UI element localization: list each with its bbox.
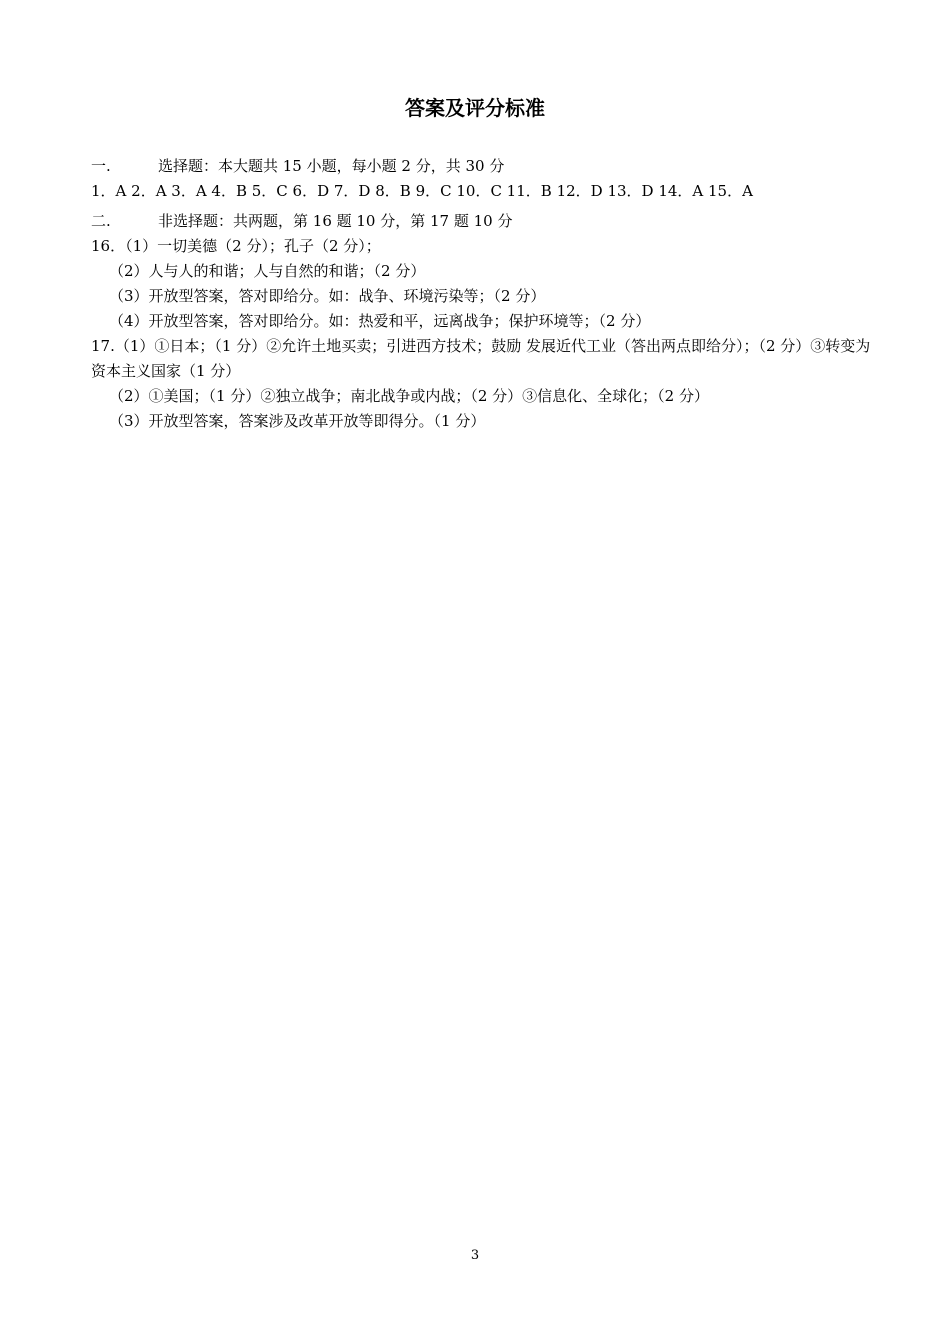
section-2-heading (91, 209, 871, 234)
q16-part2: （2）人与人的和谐；人与自然的和谐；（2 分） (109, 262, 426, 280)
q17-part1: 17.（1）①日本；（1 分）②允许土地买卖；引进西方技术；鼓励 发展近代工业（答出两点即给分）；（2 分）③转变为资本主义国家（1 分） (91, 337, 871, 380)
q16-part4: （4）开放型答案，答对即给分。如：热爱和平，远离战争；保护环境等；（2 分） (109, 312, 651, 330)
answer-content (91, 154, 871, 434)
q17-part2: （2）①美国；（1 分）②独立战争；南北战争或内战；（2 分）③信息化、全球化；（2 分） (109, 387, 709, 405)
page-title: 答案及评分标准 (405, 96, 545, 120)
q17-part3: （3）开放型答案，答案涉及改革开放等即得分。（1 分） (109, 412, 486, 430)
section-1-number: 一. (91, 157, 111, 175)
section-2-title: 非选择题：共两题，第 16 题 10 分，第 17 题 10 分 (158, 212, 513, 230)
section-2-number: 二. (91, 212, 111, 230)
section-1-heading (91, 154, 871, 179)
page-number: 3 (470, 1248, 480, 1263)
q16-part3: （3）开放型答案，答对即给分。如：战争、环境污染等；（2 分） (109, 287, 546, 305)
section-1-title: 选择题：本大题共 15 小题，每小题 2 分，共 30 分 (158, 157, 505, 175)
multiple-choice-answers: 1．A 2．A 3．A 4．B 5．C 6．D 7．D 8．B 9．C 10．C 11．B 12．D 13．D 14．A 15．A (91, 182, 753, 200)
q16-part1: 16．（1）一切美德（2 分）；孔子（2 分）； (91, 237, 381, 255)
